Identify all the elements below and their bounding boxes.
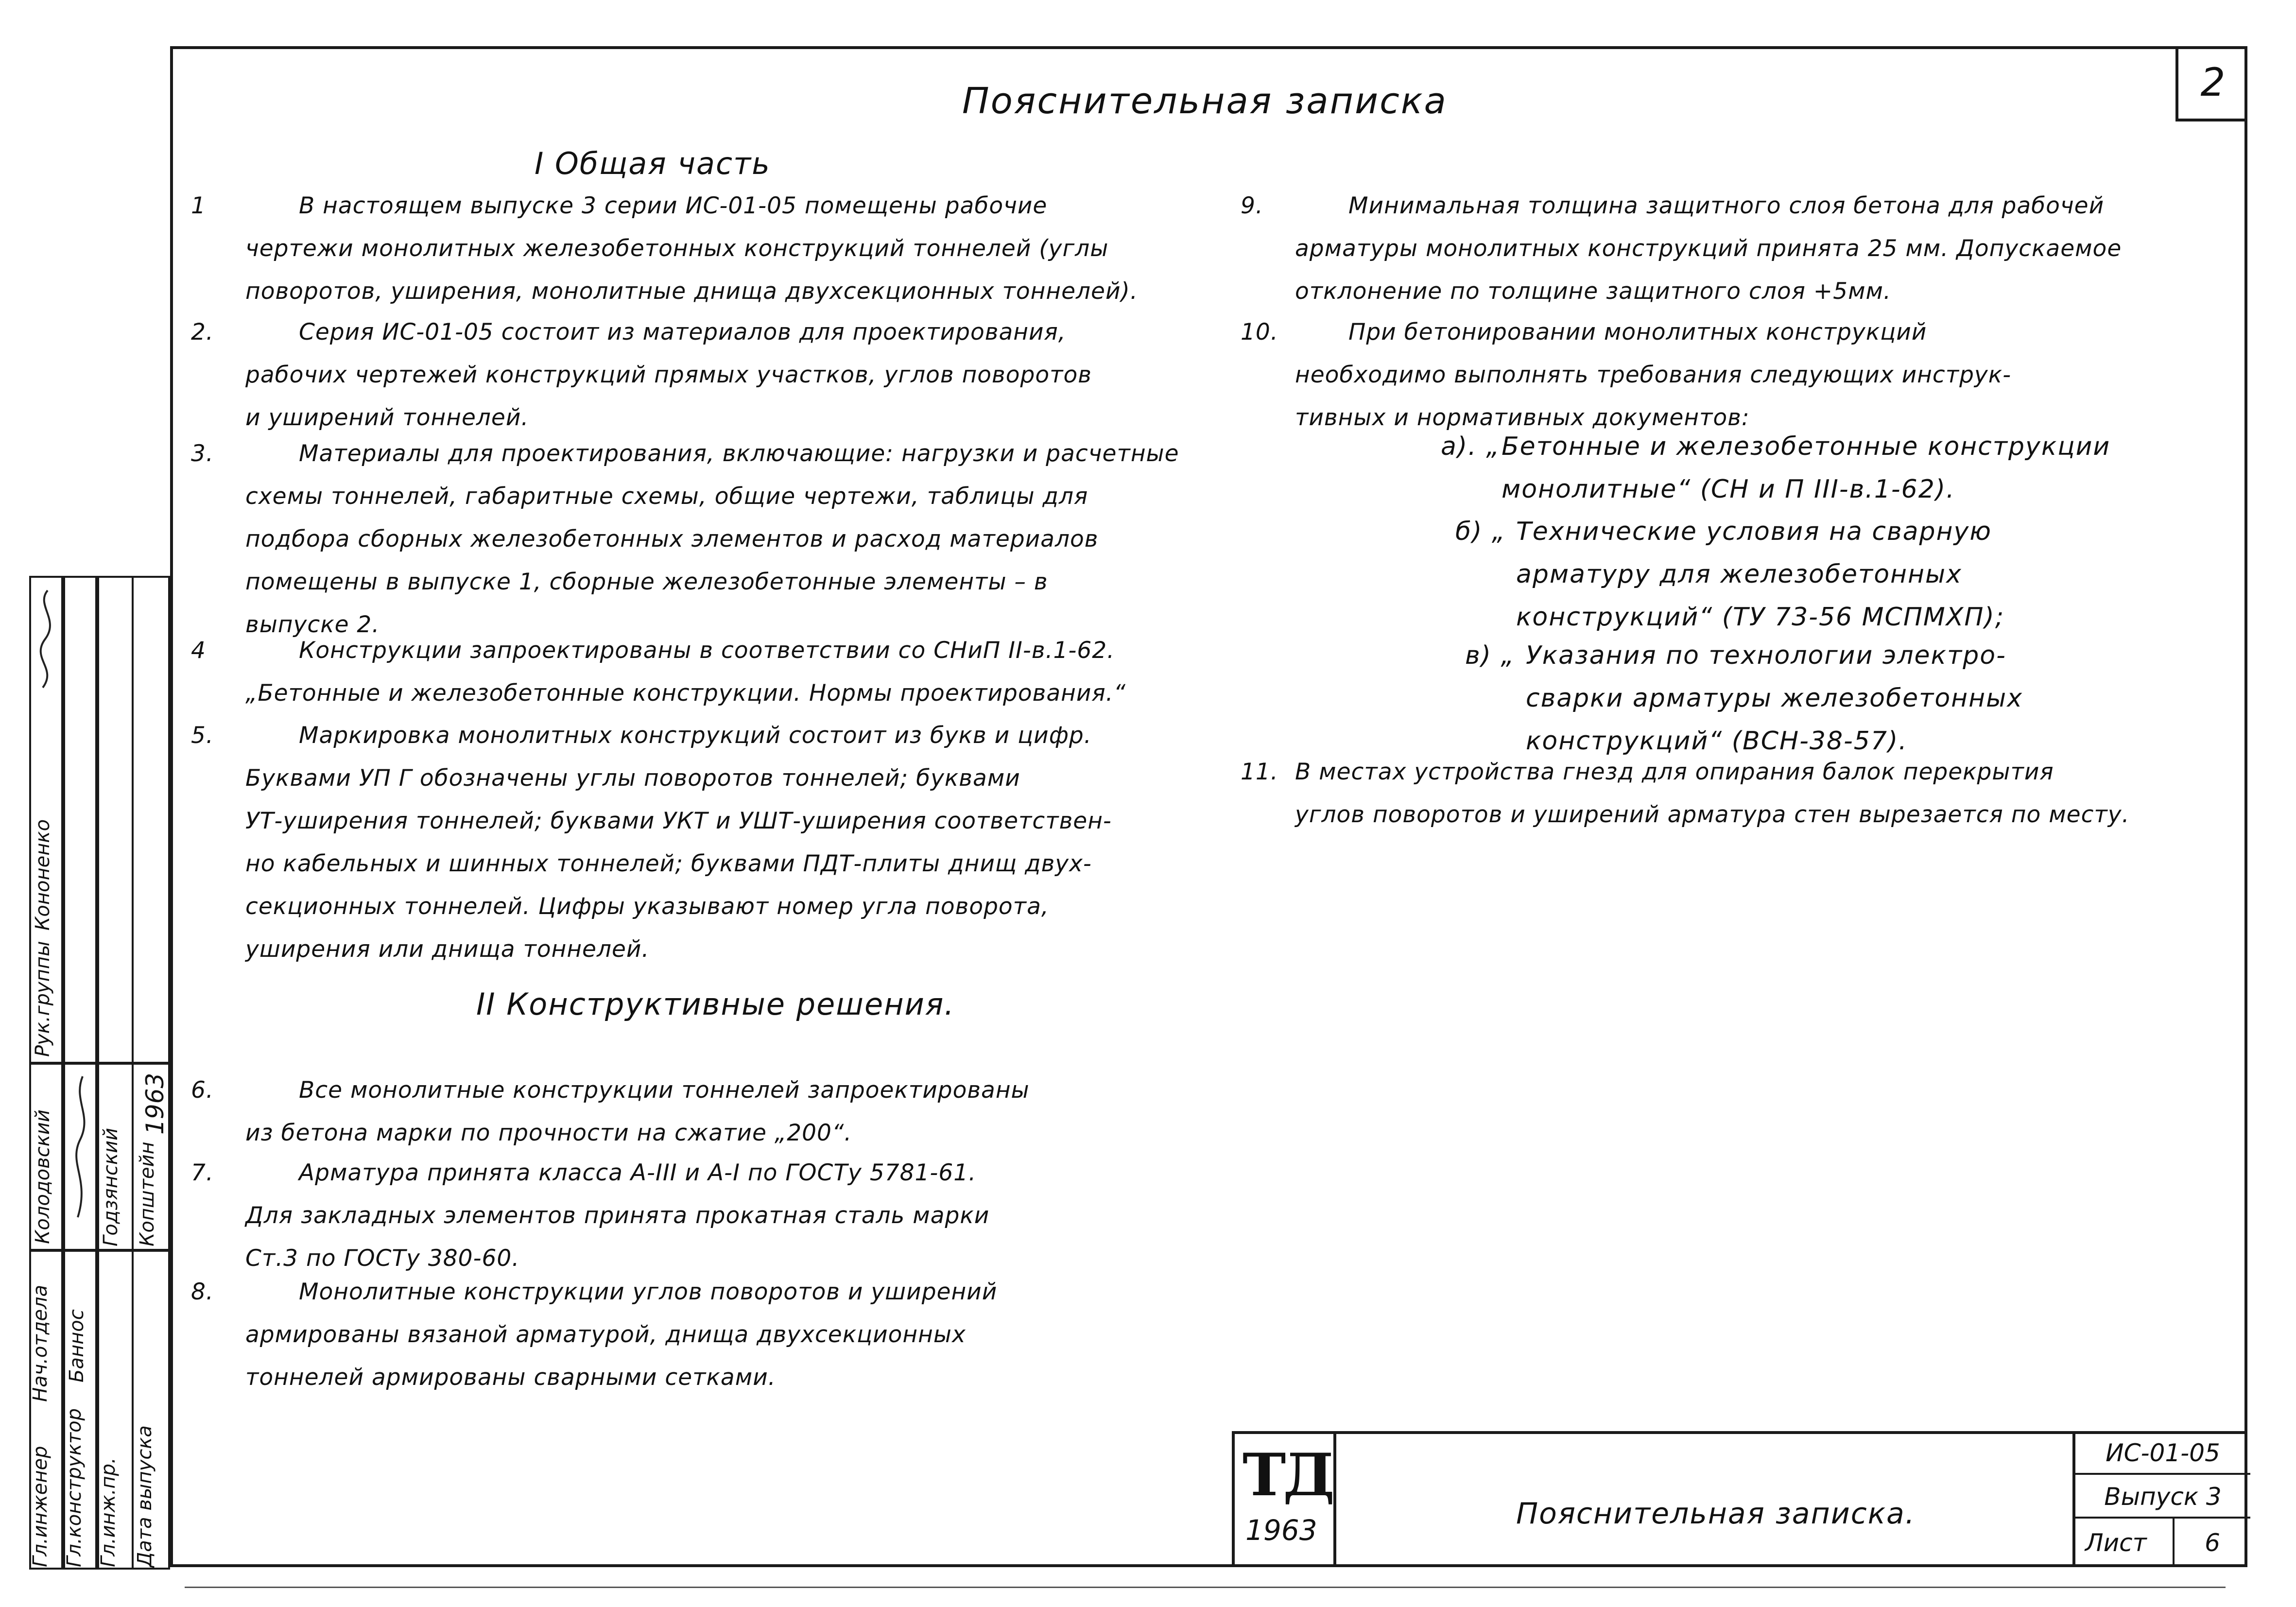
- signature-mark: [33, 586, 62, 692]
- paragraph-line: но кабельных и шинных тоннелей; буквами ПДТ-плиты днищ двух-: [245, 850, 1092, 877]
- paragraph: [191, 185, 1138, 313]
- paragraph-line: подбора сборных железобетонных элементов и расход материалов: [245, 526, 1099, 553]
- signoff-role: Гл.инженер: [29, 1446, 52, 1567]
- paragraph-line: и уширений тоннелей.: [245, 404, 529, 431]
- paragraph-number: 9.: [1241, 192, 1263, 219]
- paragraph: [1241, 311, 2012, 439]
- paragraph-line: из бетона марки по прочности на сжатие „200“.: [245, 1120, 852, 1146]
- sub-item-label: в) „: [1465, 641, 1515, 670]
- paragraph-line: углов поворотов и уширений арматура стен вырезается по месту.: [1295, 801, 2130, 828]
- signoff-name: Баннос: [66, 1309, 88, 1382]
- sub-item-label: а). „: [1441, 432, 1501, 461]
- signoff-group-name: Кононенко: [32, 819, 54, 931]
- signoff-role: Дата выпуска: [134, 1425, 156, 1567]
- sub-item: [1455, 510, 2005, 639]
- paragraph-number: 7.: [191, 1159, 214, 1186]
- paragraph: [191, 629, 1126, 715]
- paragraph-line: Буквами УП Г обозначены углы поворотов тоннелей; буквами: [245, 765, 1020, 792]
- paragraph-line: „Бетонные и железобетонные конструкции. Нормы проектирования.“: [245, 680, 1126, 707]
- paragraph-number: 1: [191, 192, 206, 219]
- paragraph-line: выпуске 2.: [245, 611, 380, 638]
- paragraph-line: Для закладных элементов принята прокатная сталь марки: [245, 1202, 990, 1229]
- series-code: ИС-01-05: [2075, 1431, 2250, 1475]
- paragraph-line: Маркировка монолитных конструкций состоит из букв и цифр.: [299, 722, 1092, 749]
- td-logo: [1232, 1431, 1336, 1567]
- sub-item-line: арматуру для железобетонных: [1516, 560, 1962, 589]
- page-title: Пояснительная записка: [962, 80, 1448, 122]
- paragraph-line: армированы вязаной арматурой, днища двухсекционных: [245, 1321, 966, 1348]
- signoff-strip: [29, 576, 170, 1570]
- logo-year: 1963: [1245, 1514, 1317, 1547]
- sub-item: [1441, 425, 2111, 511]
- paragraph: [1241, 185, 2122, 313]
- bottom-rule: [185, 1587, 2226, 1588]
- sub-item-line: Технические условия на сварную: [1516, 517, 1992, 546]
- signoff-role: Гл.конструктор: [63, 1408, 86, 1567]
- paragraph: [191, 714, 1112, 971]
- paragraph-line: УТ-уширения тоннелей; буквами УКТ и УШТ-уширения соответствен-: [245, 808, 1112, 834]
- paragraph-line: отклонение по толщине защитного слоя +5мм.: [1295, 278, 1891, 305]
- paragraph-number: 3.: [191, 440, 214, 467]
- paragraph-number: 5.: [191, 722, 214, 749]
- title-block-codes: [2072, 1431, 2247, 1567]
- paragraph-number: 10.: [1241, 319, 1278, 346]
- paragraph-line: рабочих чертежей конструкций прямых участков, углов поворотов: [245, 362, 1092, 388]
- signoff-name: Годзянский: [100, 1127, 122, 1246]
- paragraph-line: тивных и нормативных документов:: [1295, 404, 1750, 431]
- paragraph-line: При бетонировании монолитных конструкций: [1348, 319, 1927, 346]
- paragraph-11: [1241, 751, 2130, 836]
- sub-item-line: конструкций“ (ВСН-38-57).: [1526, 726, 1908, 756]
- paragraph-line: Серия ИС-01-05 состоит из материалов для проектирования,: [299, 319, 1066, 346]
- paragraph-line: схемы тоннелей, габаритные схемы, общие чертежи, таблицы для: [245, 483, 1088, 510]
- issue-number: Выпуск 3: [2075, 1475, 2250, 1519]
- sheet-number: 2: [2175, 46, 2247, 121]
- sheet-cell: [2075, 1519, 2250, 1567]
- paragraph-number: 6.: [191, 1077, 214, 1104]
- document-name: Пояснительная записка.: [1516, 1497, 1916, 1531]
- section2-heading: II Конструктивные решения.: [476, 986, 955, 1022]
- paragraph: [191, 311, 1092, 439]
- paragraph: [191, 1152, 990, 1280]
- sub-item-line: монолитные“ (СН и П III-в.1-62).: [1502, 475, 1955, 504]
- sub-item-line: Указания по технологии электро-: [1526, 641, 2006, 670]
- paragraph: [191, 1271, 998, 1399]
- sub-item-line: сварки арматуры железобетонных: [1526, 684, 2023, 713]
- sheet-value: 6: [2173, 1519, 2250, 1567]
- paragraph-number: 8.: [191, 1279, 214, 1305]
- paragraph-line: помещены в выпуске 1, сборные железобетонные элементы – в: [245, 569, 1048, 595]
- paragraph-line: поворотов, уширения, монолитные днища двухсекционных тоннелей).: [245, 278, 1138, 305]
- paragraph-line: Минимальная толщина защитного слоя бетона для рабочей: [1348, 192, 2105, 219]
- signoff-col-role: [29, 576, 63, 1570]
- signoff-role: Гл.инж.пр.: [97, 1457, 120, 1567]
- signoff-divider: [29, 1062, 170, 1065]
- paragraph-line: В настоящем выпуске 3 серии ИС-01-05 помещены рабочие: [299, 192, 1048, 219]
- paragraph-line: Ст.3 по ГОСТу 380-60.: [245, 1245, 520, 1272]
- section1-heading: I Общая часть: [535, 146, 771, 181]
- sheet-label: Лист: [2085, 1529, 2147, 1557]
- paragraph-line: Материалы для проектирования, включающие: нагрузки и расчетные: [299, 440, 1179, 467]
- paragraph-line: Арматура принята класса А-III и А-I по ГОСТу 5781-61.: [299, 1159, 977, 1186]
- paragraph-line: уширения или днища тоннелей.: [245, 936, 650, 963]
- paragraph-line: секционных тоннелей. Цифры указывают номер угла поворота,: [245, 893, 1049, 920]
- signature-mark: [68, 1071, 97, 1232]
- paragraph-line: Монолитные конструкции углов поворотов и уширений: [299, 1279, 998, 1305]
- signoff-role: Нач.отдела: [29, 1284, 52, 1402]
- paragraph-line: Все монолитные конструкции тоннелей запроектированы: [299, 1077, 1030, 1104]
- signoff-name: Колодовский: [32, 1109, 54, 1244]
- paragraph-line: чертежи монолитных железобетонных конструкций тоннелей (углы: [245, 235, 1109, 262]
- signoff-name: Копштейн: [136, 1141, 158, 1246]
- paragraph: [191, 1069, 1030, 1155]
- paragraph-number: 11.: [1241, 759, 1278, 785]
- signoff-col-sign: [97, 576, 134, 1570]
- paragraph: [191, 432, 1179, 646]
- paragraph-line: необходимо выполнять требования следующих инструк-: [1295, 362, 2012, 388]
- sub-item: [1465, 634, 2023, 762]
- paragraph-line: тоннелей армированы сварными сетками.: [245, 1364, 776, 1391]
- paragraph-line: В местах устройства гнезд для опирания балок перекрытия: [1295, 759, 2054, 785]
- sub-item-label: б) „: [1455, 517, 1506, 546]
- signoff-divider: [29, 1249, 170, 1252]
- paragraph-line: Конструкции запроектированы в соответствии со СНиП II-в.1-62.: [299, 637, 1115, 664]
- sub-item-line: Бетонные и железобетонные конструкции: [1502, 432, 2111, 461]
- paragraph-number: 2.: [191, 319, 214, 346]
- signoff-group-role: Рук.группы: [32, 941, 54, 1057]
- paragraph-number: 4: [191, 637, 206, 664]
- signoff-year: 1963: [141, 1072, 169, 1135]
- paragraph-line: арматуры монолитных конструкций принята 25 мм. Допускаемое: [1295, 235, 2122, 262]
- logo-text: ТД: [1243, 1441, 1332, 1509]
- sub-item-line: конструкций“ (ТУ 73-56 МСПМХП);: [1516, 603, 2005, 632]
